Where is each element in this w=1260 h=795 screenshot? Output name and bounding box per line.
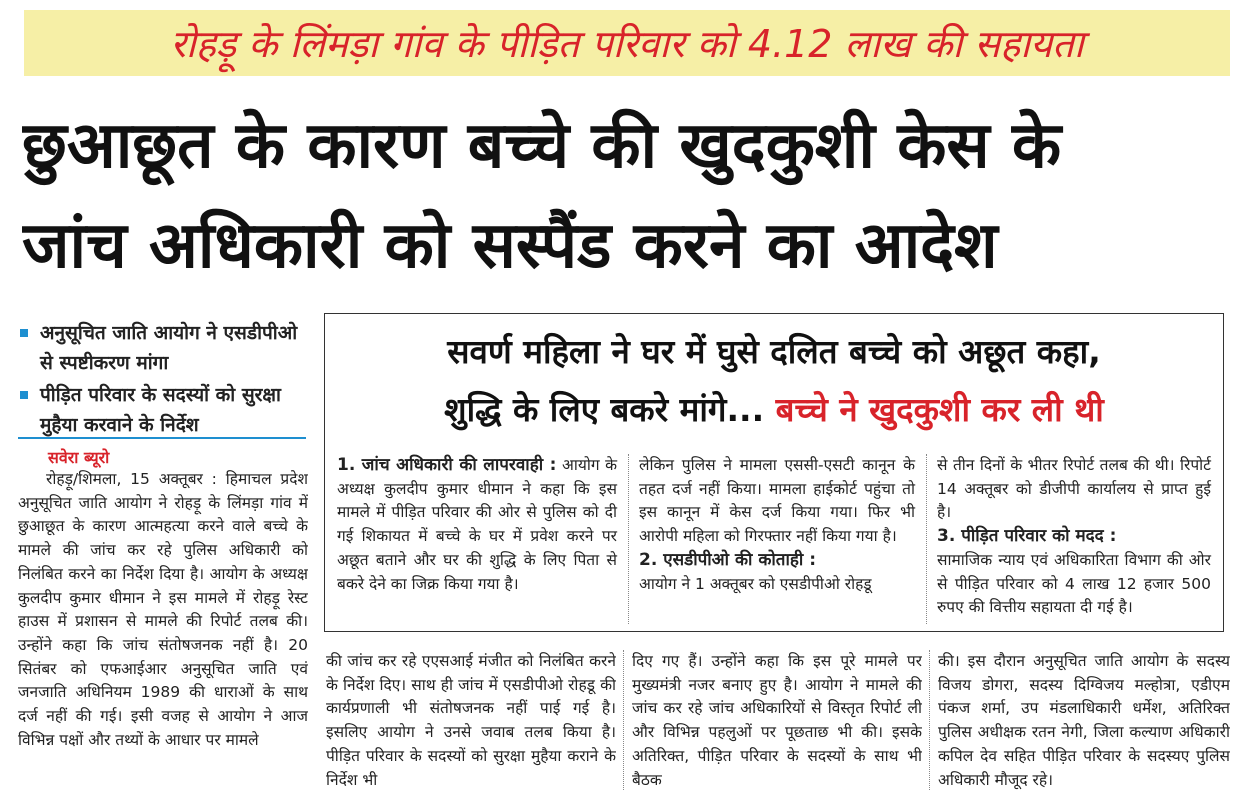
- article-column-4: की। इस दौरान अनुसूचित जाति आयोग के सदस्य विजय डोगरा, सदस्य दिग्विजय मल्होत्रा, एडीएम पंकज शर्मा, उप मंडलाधिकारी धर्मेश, अतिरिक्त पुलिस अधीक्षक रतन नेगी, जिला कल्याण अधिकारी कपिल देव सहित पीड़ित परिवार के सदस्यए पुलिस अधिकारी मौजूद रहे।: [938, 652, 1230, 789]
- kicker-banner: [24, 10, 1230, 76]
- box-subhead-line-2: [325, 386, 1223, 431]
- article-column-3: दिए गए हैं। उन्होंने कहा कि इस पूरे मामले पर मुख्यमंत्री नजर बनाए हुए है। आयोग ने मामले की जांच कर रहे जांच अधिकारियों से विस्तृत रिपोर्ट ली और विभिन्न पहलुओं पर पूछताछ भी की। इसके अतिरिक्त, पीड़ित परिवार के सदस्यों के साथ भी बैठक: [632, 652, 922, 789]
- bullet-square-icon: [20, 391, 28, 399]
- column-divider: [926, 454, 927, 624]
- column-divider: [929, 650, 930, 790]
- point-1-lead: 1. जांच अधिकारी की लापरवाही :: [337, 455, 557, 475]
- column-divider: [628, 454, 629, 624]
- headline: [22, 96, 1238, 296]
- box-column-1: [337, 454, 617, 596]
- highlight-text: पीड़ित परिवार के सदस्यों को सुरक्षा मुहैया करवाने के निर्देश: [40, 384, 281, 436]
- box-subhead-line-1: सवर्ण महिला ने घर में घुसे दलित बच्चे को अछूत कहा,: [447, 332, 1101, 371]
- highlight-box: [324, 313, 1224, 632]
- highlights-list: [18, 318, 310, 440]
- highlight-item: [18, 380, 310, 440]
- highlights-divider: [18, 437, 306, 439]
- headline-line-1: छुआछूत के कारण बच्चे की खुदकुशी केस के: [22, 109, 1062, 183]
- article-column-2: की जांच कर रहे एएसआई मंजीत को निलंबित करने के निर्देश दिए। साथ ही जांच में एसडीपीओ रोहडू की कार्यप्रणाली भी संतोषजनक नहीं पाई गई है। इसलिए आयोग ने उनसे जवाब तलब किया है। पीड़ित परिवार के सदस्यों को सुरक्षा मुहैया कराने के निर्देश भी: [326, 652, 616, 789]
- point-2-lead: 2. एसडीपीओ की कोताही :: [639, 549, 817, 570]
- box-subhead-black: शुद्धि के लिए बकरे मांगे...: [444, 390, 765, 429]
- box-column-3: [937, 454, 1211, 620]
- article-column-1: रोहड़ू/शिमला, 15 अक्तूबर : हिमाचल प्रदेश अनुसूचित जाति आयोग ने रोहड़ू के लिंमड़ा गांव में छुआछूत के कारण आत्महत्या करने वाले बच्चे के मामले की जांच कर रहे पुलिस अधिकारी को निलंबित करने का निर्देश दिया है। आयोग के अध्यक्ष कुलदीप कुमार धीमान ने इस मामले में रोहड़ू रेस्ट हाउस में प्रशासन से मामले की रिपोर्ट तलब की। उन्होंने कहा कि जांच संतोषजनक नहीं है। 20 सितंबर को एफआईआर अनुसूचित जाति एवं जनजाति अधिनियम 1989 की धाराओं के साथ दर्ज नहीं की गई। इसी वजह से आयोग ने आज विभिन्न पक्षों और तथ्यों के आधार पर मामले: [18, 470, 308, 749]
- point-2-text: आयोग ने 1 अक्तूबर को एसडीपीओ रोहडू: [639, 574, 872, 593]
- box-right-text: से तीन दिनों के भीतर रिपोर्ट तलब की थी। रिपोर्ट 14 अक्तूबर को डीजीपी कार्यालय से प्राप्त हुई है।: [937, 456, 1211, 522]
- point-1-text: आयोग के अध्यक्ष कुलदीप कुमार धीमान ने कहा कि इस मामले में पीड़ित परिवार की ओर से पुलिस को दी गई शिकायत में बच्चे के घर में प्रवेश करने पर अछूत बताने और घर की शुद्धि के लिए पिता से बकरे देने का जिक्र किया गया है।: [337, 456, 617, 593]
- point-3-text: सामाजिक न्याय एवं अधिकारिता विभाग की ओर से पीड़ित परिवार को 4 लाख 12 हजार 500 रुपए की वित्तीय सहायता दी गई है।: [937, 550, 1211, 617]
- point-3-lead: 3. पीड़ित परिवार को मदद :: [937, 526, 1117, 547]
- highlight-item: [18, 318, 310, 378]
- box-column-2: [639, 454, 915, 596]
- bullet-square-icon: [20, 329, 28, 337]
- box-subhead-red: बच्चे ने खुदकुशी कर ली थी: [775, 390, 1104, 429]
- highlight-text: अनुसूचित जाति आयोग ने एसडीपीओ से स्पष्टीकरण मांगा: [40, 322, 298, 374]
- box-mid-text: लेकिन पुलिस ने मामला एससी-एसटी कानून के तहत दर्ज नहीं किया। मामला हाईकोर्ट पहुंचा तो इस कानून में केस दर्ज किया गया। फिर भी आरोपी महिला को गिरफ्तार नहीं किया गया है।: [639, 456, 915, 546]
- byline: सवेरा ब्यूरो: [48, 448, 110, 467]
- headline-line-2: जांच अधिकारी को सस्पैंड करने का आदेश: [22, 209, 998, 283]
- column-divider: [623, 650, 624, 790]
- kicker-text: रोहड़ू के लिंमड़ा गांव के पीड़ित परिवार को 4.12 लाख की सहायता: [170, 22, 1084, 66]
